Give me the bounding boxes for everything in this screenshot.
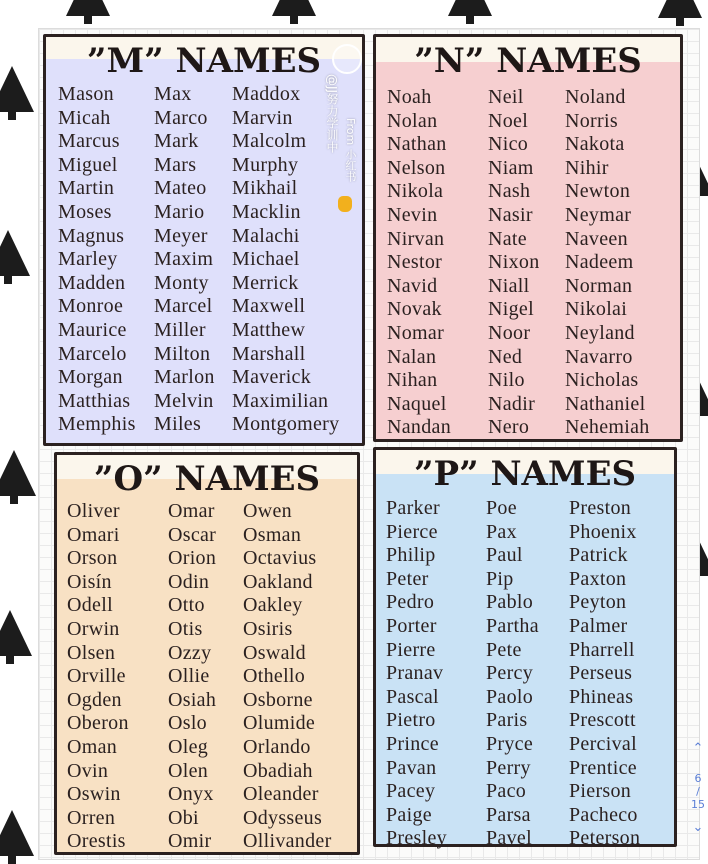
name-item: Paris xyxy=(486,709,528,732)
name-item: Obi xyxy=(168,806,199,829)
name-item: Nolan xyxy=(387,109,438,132)
name-item: Parsa xyxy=(486,803,531,826)
watermark-logo xyxy=(332,44,362,74)
name-item: Nakota xyxy=(565,133,625,156)
name-item: Milton xyxy=(154,342,211,365)
name-item: Maurice xyxy=(58,318,127,341)
name-column xyxy=(488,86,540,440)
name-item: Ned xyxy=(488,345,523,368)
name-item: Otis xyxy=(168,617,203,640)
name-item: Nirvan xyxy=(387,227,445,250)
name-item: Pranav xyxy=(386,662,444,685)
name-item: Montgomery xyxy=(232,413,340,436)
watermark-username: @JJ努力学训中 xyxy=(325,74,339,154)
name-item: Naquel xyxy=(387,392,447,415)
name-item: Parker xyxy=(386,497,440,519)
name-item: Orlando xyxy=(243,735,311,758)
name-item: Nasir xyxy=(488,203,533,226)
name-item: Magnus xyxy=(58,224,125,247)
name-item: Nadir xyxy=(488,392,536,415)
name-item: Martin xyxy=(58,177,115,200)
name-item: Madden xyxy=(58,271,126,294)
name-item: Norman xyxy=(565,274,633,297)
name-item: Oslo xyxy=(168,712,207,735)
name-item: Orion xyxy=(168,547,217,570)
name-item: Osiah xyxy=(168,688,217,711)
name-item: Nilo xyxy=(488,369,525,392)
name-item: Oleg xyxy=(168,735,209,758)
name-item: Nestor xyxy=(387,251,443,274)
o-names-panel xyxy=(54,452,360,855)
name-item: Nihan xyxy=(387,369,438,392)
name-item: Murphy xyxy=(232,153,299,176)
name-item: Neymar xyxy=(565,203,632,226)
name-item: Oberon xyxy=(67,712,129,735)
name-item: Presley xyxy=(386,827,447,850)
name-item: Prentice xyxy=(569,756,637,779)
name-item: Maxwell xyxy=(232,295,306,318)
name-item: Pacheco xyxy=(569,803,638,826)
name-item: Miller xyxy=(154,318,206,341)
page-separator: / xyxy=(696,785,700,798)
name-item: Paxton xyxy=(569,567,627,590)
name-item: Nomar xyxy=(387,321,445,344)
watermark-source: From 小红书 xyxy=(344,118,357,182)
name-column xyxy=(387,86,451,440)
name-item: Owen xyxy=(243,500,292,522)
name-item: Octavius xyxy=(243,547,317,570)
name-item: Osman xyxy=(243,523,302,546)
name-item: Morgan xyxy=(58,366,123,389)
name-item: Odysseus xyxy=(243,806,323,829)
name-item: Olumide xyxy=(243,712,316,735)
name-item: Noland xyxy=(565,86,626,108)
name-item: Nigel xyxy=(488,298,534,321)
name-item: Othello xyxy=(243,665,306,688)
name-item: Odin xyxy=(168,570,210,593)
name-columns xyxy=(376,450,674,850)
name-item: Matthew xyxy=(232,318,306,341)
name-item: Pacey xyxy=(386,780,436,803)
chevron-up-icon[interactable]: ⌃ xyxy=(692,741,704,756)
name-item: Nicholas xyxy=(565,369,639,392)
name-item: Macklin xyxy=(232,200,301,223)
name-item: Ogden xyxy=(67,688,122,711)
name-item: Norris xyxy=(565,109,618,132)
name-item: Matthias xyxy=(58,389,131,412)
name-item: Percival xyxy=(569,732,637,755)
name-item: Olsen xyxy=(67,641,116,664)
name-item: Ovin xyxy=(67,759,109,782)
name-item: Maddox xyxy=(232,83,301,105)
name-item: Nevin xyxy=(387,203,438,226)
name-item: Mario xyxy=(154,200,205,223)
name-item: Marcus xyxy=(58,130,120,153)
name-item: Pierre xyxy=(386,638,436,661)
name-item: Orren xyxy=(67,806,116,829)
name-item: Oswin xyxy=(67,783,121,806)
name-item: Philip xyxy=(386,544,436,567)
name-item: Oliver xyxy=(67,500,120,522)
name-column xyxy=(58,83,136,437)
name-item: Peter xyxy=(386,567,429,590)
name-item: Oman xyxy=(67,735,118,758)
name-item: Preston xyxy=(569,497,632,519)
name-item: Maverick xyxy=(232,366,312,389)
name-item: Phoenix xyxy=(569,520,637,543)
name-item: Pax xyxy=(486,520,517,543)
name-item: Neil xyxy=(488,86,524,108)
name-item: Marvin xyxy=(232,106,293,129)
name-item: Nathaniel xyxy=(565,392,646,415)
n-names-panel xyxy=(373,34,683,442)
panel-title: ”O” NAMES xyxy=(93,459,321,499)
name-item: Miguel xyxy=(58,153,118,176)
name-item: Onyx xyxy=(168,783,214,806)
name-item: Merrick xyxy=(232,271,299,294)
name-item: Osiris xyxy=(243,617,293,640)
m-names-panel xyxy=(43,34,365,446)
name-item: Nikolai xyxy=(565,298,628,321)
panel-title: ”N” NAMES xyxy=(414,41,642,81)
name-item: Pierce xyxy=(386,520,438,543)
name-item: Nandan xyxy=(387,416,451,439)
name-item: Maxim xyxy=(154,248,214,271)
current-page: 6 xyxy=(694,772,702,785)
name-item: Otto xyxy=(168,594,205,617)
name-item: Perry xyxy=(486,756,531,779)
name-item: Nelson xyxy=(387,156,446,179)
name-item: Niam xyxy=(488,156,534,179)
name-item: Paul xyxy=(486,544,523,567)
name-item: Ozzy xyxy=(168,641,212,664)
name-item: Patrick xyxy=(569,544,628,567)
name-item: Pietro xyxy=(386,709,436,732)
name-item: Marcel xyxy=(154,295,213,318)
name-item: Marcelo xyxy=(58,342,127,365)
name-item: Percy xyxy=(486,662,534,685)
name-item: Marshall xyxy=(232,342,306,365)
name-item: Nalan xyxy=(387,345,437,368)
name-item: Prince xyxy=(386,732,439,755)
name-item: Ollivander xyxy=(243,830,332,853)
name-item: Oleander xyxy=(243,783,319,806)
name-item: Nathan xyxy=(387,133,447,156)
name-item: Paige xyxy=(386,803,432,826)
name-item: Mikhail xyxy=(232,177,298,200)
name-item: Noel xyxy=(488,109,529,132)
thumbs-up-icon xyxy=(338,196,352,212)
name-item: Max xyxy=(154,83,192,105)
name-item: Neyland xyxy=(565,321,635,344)
name-item: Phineas xyxy=(569,685,634,708)
name-item: Oisín xyxy=(67,570,112,593)
name-item: Nixon xyxy=(488,251,540,274)
name-item: Palmer xyxy=(569,614,628,637)
name-column xyxy=(67,500,129,854)
name-item: Monty xyxy=(154,271,209,294)
name-item: Pedro xyxy=(386,591,435,614)
name-item: Oakland xyxy=(243,570,313,593)
name-item: Memphis xyxy=(58,413,136,436)
name-item: Naveen xyxy=(565,227,628,250)
name-item: Mars xyxy=(154,153,197,176)
name-item: Niall xyxy=(488,274,530,297)
name-item: Pablo xyxy=(486,591,534,614)
name-item: Micah xyxy=(58,106,111,129)
chevron-down-icon[interactable]: ⌄ xyxy=(692,820,704,835)
page-indicator xyxy=(688,742,708,852)
p-names-panel xyxy=(373,447,677,850)
name-item: Peterson xyxy=(569,827,641,850)
name-item: Orson xyxy=(67,547,118,570)
name-columns xyxy=(46,37,362,443)
name-column xyxy=(565,86,650,440)
name-item: Orville xyxy=(67,665,126,688)
name-column xyxy=(243,500,332,854)
name-item: Moses xyxy=(58,200,112,223)
name-item: Omari xyxy=(67,523,120,546)
name-item: Nero xyxy=(488,416,530,439)
name-item: Malcolm xyxy=(232,130,307,153)
name-item: Pip xyxy=(486,567,514,590)
name-item: Obadiah xyxy=(243,759,313,782)
name-item: Maximilian xyxy=(232,389,329,412)
name-item: Pascal xyxy=(386,685,439,708)
name-item: Oakley xyxy=(243,594,303,617)
name-item: Michael xyxy=(232,248,300,271)
name-item: Peyton xyxy=(569,591,627,614)
name-column xyxy=(386,497,447,851)
name-item: Prescott xyxy=(569,709,636,732)
name-item: Nehemiah xyxy=(565,416,650,439)
name-item: Omar xyxy=(168,500,215,522)
name-item: Novak xyxy=(387,298,442,321)
name-item: Pierson xyxy=(569,780,632,803)
name-item: Mason xyxy=(58,83,114,105)
name-item: Orwin xyxy=(67,617,120,640)
name-item: Porter xyxy=(386,614,437,637)
name-item: Paco xyxy=(486,780,527,803)
name-item: Pavan xyxy=(386,756,437,779)
name-item: Marley xyxy=(58,248,118,271)
name-item: Marco xyxy=(154,106,208,129)
name-columns xyxy=(57,455,357,852)
name-item: Poe xyxy=(486,497,517,519)
name-item: Odell xyxy=(67,594,113,617)
name-column xyxy=(168,500,216,854)
name-item: Melvin xyxy=(154,389,214,412)
name-item: Olen xyxy=(168,759,209,782)
name-item: Perseus xyxy=(569,662,633,685)
name-item: Malachi xyxy=(232,224,300,247)
name-item: Monroe xyxy=(58,295,124,318)
name-item: Pryce xyxy=(486,732,534,755)
name-column xyxy=(154,83,215,437)
name-item: Nihir xyxy=(565,156,609,179)
name-columns xyxy=(376,37,680,439)
name-item: Pete xyxy=(486,638,522,661)
name-item: Partha xyxy=(486,614,539,637)
name-item: Newton xyxy=(565,180,631,203)
name-item: Nadeem xyxy=(565,251,634,274)
name-item: Pavel xyxy=(486,827,532,850)
name-item: Noah xyxy=(387,86,432,108)
panel-title: ”P” NAMES xyxy=(413,454,637,494)
panel-title: ”M” NAMES xyxy=(86,41,322,81)
name-column xyxy=(486,497,539,851)
name-item: Oscar xyxy=(168,523,217,546)
name-item: Orestis xyxy=(67,830,126,853)
name-item: Paolo xyxy=(486,685,534,708)
name-column xyxy=(569,497,640,851)
name-item: Navarro xyxy=(565,345,633,368)
name-item: Mateo xyxy=(154,177,207,200)
name-item: Oswald xyxy=(243,641,306,664)
name-item: Omir xyxy=(168,830,212,853)
name-item: Ollie xyxy=(168,665,210,688)
name-item: Osborne xyxy=(243,688,313,711)
name-item: Marlon xyxy=(154,366,215,389)
name-item: Nate xyxy=(488,227,527,250)
name-item: Nikola xyxy=(387,180,444,203)
name-item: Nash xyxy=(488,180,531,203)
name-item: Nico xyxy=(488,133,529,156)
name-item: Miles xyxy=(154,413,202,436)
total-pages: 15 xyxy=(691,798,705,811)
watermark xyxy=(318,44,357,204)
name-item: Noor xyxy=(488,321,531,344)
name-item: Navid xyxy=(387,274,438,297)
name-item: Meyer xyxy=(154,224,208,247)
name-item: Mark xyxy=(154,130,199,153)
name-item: Pharrell xyxy=(569,638,635,661)
